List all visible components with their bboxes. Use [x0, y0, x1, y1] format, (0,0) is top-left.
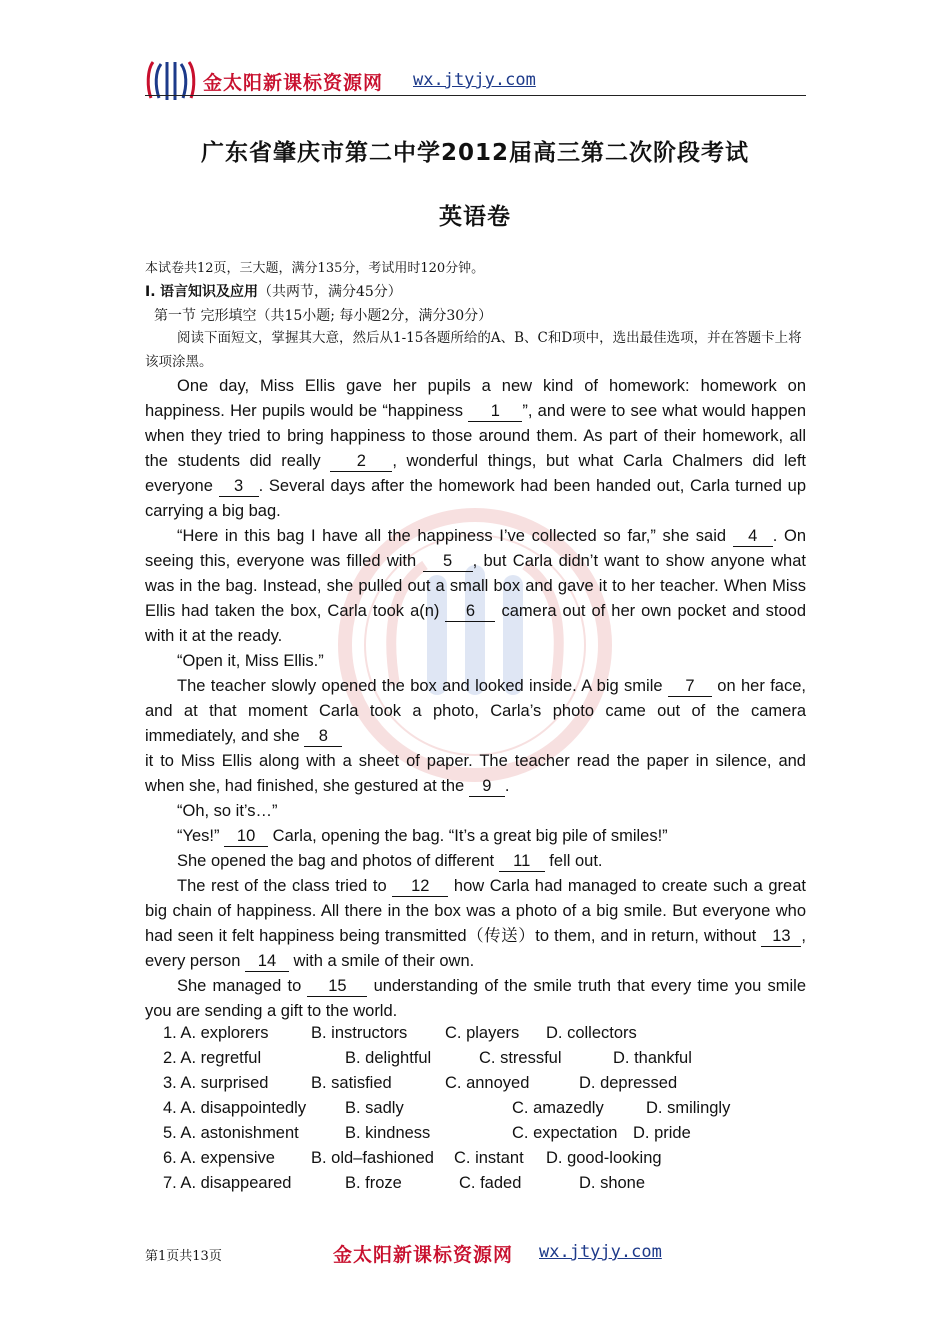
page-header — [145, 58, 806, 98]
footer-site-link[interactable]: wx.jtyjy.com — [539, 1242, 662, 1262]
blank-14: 14 — [245, 951, 289, 972]
blank-3: 3 — [219, 476, 259, 497]
passage-paragraph: One day, Miss Ellis gave her pupils a new kind of homework: homework on happiness. Her pupils would be “happiness 1 ”, and were to see what would happen when they tried to bring happiness to those around them. As part of their homework, all the students did really 2 , wonderful things, but what Carla Chalmers did left everyone 3 . Several days after the homework had been handed out, Carla turned up carrying a big bag. — [145, 377, 806, 520]
passage-paragraph: She managed to 15 understanding of the smile truth that every time you smile you are sending a gift to the world. — [145, 977, 806, 1020]
passage-paragraph: The teacher slowly opened the box and looked inside. A big smile 7 on her face, and at that moment Carla took a photo, Carla’s photo came out of the camera immediately, and she 8 — [145, 677, 806, 745]
blank-5: 5 — [423, 551, 473, 572]
answer-options — [163, 1021, 803, 1196]
passage-paragraph: “Open it, Miss Ellis.” — [177, 652, 324, 670]
cloze-passage — [145, 374, 806, 1024]
page-number: 第1页共13页 — [145, 1249, 222, 1264]
passage-paragraph: “Here in this bag I have all the happiness I’ve collected so far,” she said 4 . On seeing this, everyone was filled with 5 , but Carla didn’t want to show anyone what was in the bag. Instead, she pulled out a small box and gave it to her teacher. When Miss Ellis had taken the box, Carla took a(n) 6 camera out of her own pocket and stood with it at the ready. — [145, 527, 807, 645]
blank-9: 9 — [469, 776, 505, 797]
site-link[interactable]: wx.jtyjy.com — [413, 70, 536, 90]
blank-13: 13 — [761, 926, 801, 947]
option-row-1: 1. A. explorers B. instructors C. players D. collectors — [163, 1024, 637, 1042]
blank-15: 15 — [307, 976, 367, 997]
option-row-5: 5. A. astonishment B. kindness C. expectation D. pride — [163, 1124, 691, 1142]
part-label: I. — [145, 284, 156, 300]
passage-paragraph: “Yes!” 10 Carla, opening the bag. “It’s a great big pile of smiles!” — [177, 827, 668, 845]
blank-12: 12 — [392, 876, 448, 897]
passage-paragraph: She opened the bag and photos of different 11 fell out. — [177, 852, 603, 870]
blank-11: 11 — [499, 851, 545, 872]
blank-7: 7 — [668, 676, 712, 697]
section-heading: 第一节 完形填空（共15小题; 每小题2分，满分30分） — [154, 308, 493, 324]
part-heading — [145, 281, 402, 301]
option-row-7: 7. A. disappeared B. froze C. faded D. shone — [163, 1174, 646, 1192]
footer-brand: 金太阳新课标资源网 — [333, 1244, 514, 1266]
option-row-3: 3. A. surprised B. satisfied C. annoyed D. depressed — [163, 1074, 678, 1092]
passage-paragraph: The rest of the class tried to 12 how Carla had managed to create such a great big chain of happiness. All there in the box was a photo of a big smile. But everyone who had seen it felt happiness being transmitted（传送）to them, and in return, without 13 , every person 14 with a smile of their own. — [145, 877, 806, 970]
blank-6: 6 — [445, 601, 495, 622]
passage-paragraph: “Oh, so it’s…” — [177, 802, 278, 820]
option-row-2: 2. A. regretful B. delightful C. stressful D. thankful — [163, 1049, 692, 1067]
blank-1: 1 — [468, 401, 522, 422]
blank-2: 2 — [330, 451, 392, 472]
blank-8: 8 — [304, 726, 342, 747]
exam-title: 广东省肇庆市第二中学2012届高三第二次阶段考试 — [200, 140, 749, 166]
passage-paragraph: it to Miss Ellis along with a sheet of paper. The teacher read the paper in silence, and when she, had finished, she gestured at the 9 . — [145, 752, 806, 795]
instruction-text: 阅读下面短文，掌握其大意，然后从1-15各题所给的A、B、C和D项中，选出最佳选项，并在答题卡上将该项涂黑。 — [145, 330, 802, 370]
option-row-6: 6. A. expensive B. old–fashioned C. instant D. good-looking — [163, 1149, 662, 1167]
page-footer — [145, 1238, 806, 1268]
blank-4: 4 — [733, 526, 773, 547]
exam-subtitle: 英语卷 — [439, 204, 511, 230]
header-divider — [145, 95, 806, 96]
brand-name: 金太阳新课标资源网 — [203, 72, 384, 94]
option-row-4: 4. A. disappointedly B. sadly C. amazedly D. smilingly — [163, 1099, 731, 1117]
part-title: 语言知识及应用 — [159, 284, 258, 300]
blank-10: 10 — [224, 826, 268, 847]
exam-intro: 本试卷共12页，三大题，满分135分，考试用时120分钟。 — [145, 261, 485, 276]
part-note: （共两节，满分45分） — [257, 284, 402, 300]
